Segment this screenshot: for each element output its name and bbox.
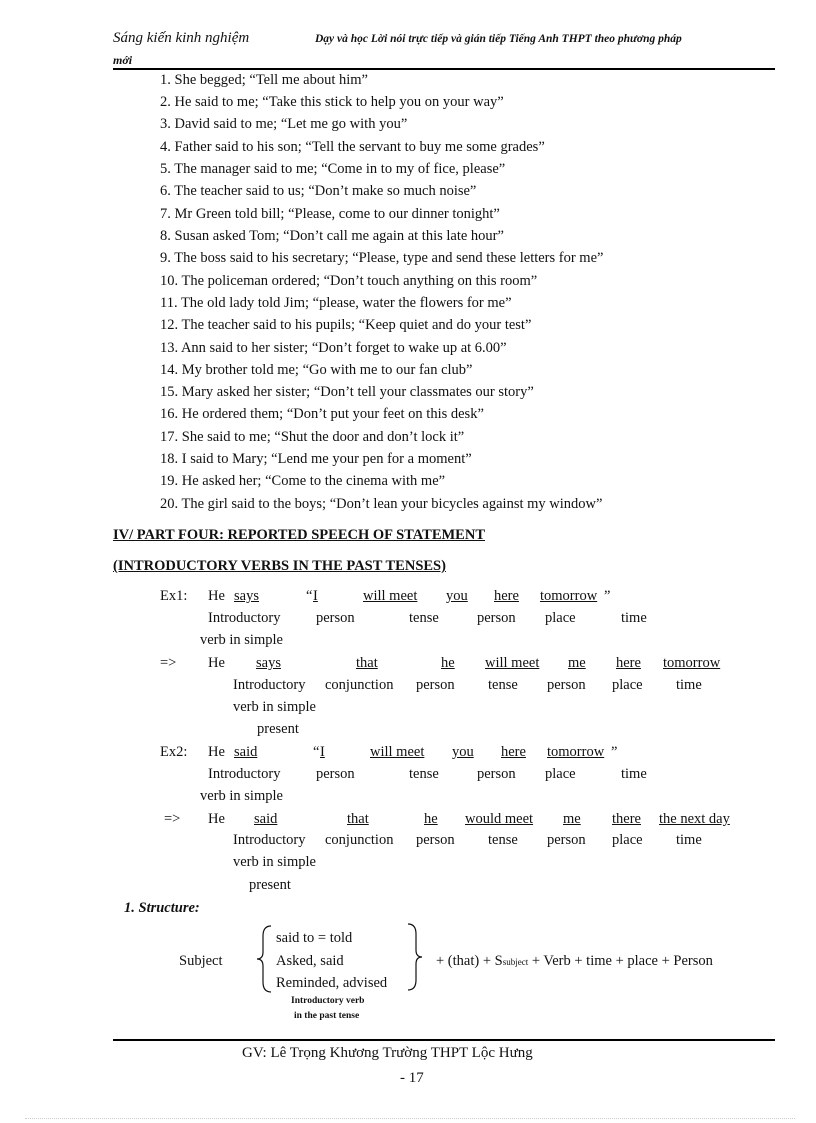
word-verb: says	[256, 655, 281, 671]
close-quote: ”	[604, 588, 611, 604]
exercise-item: 7. Mr Green told bill; “Please, come to our dinner tonight”	[160, 206, 500, 222]
label-tense: tense	[409, 610, 439, 626]
label-tense: tense	[488, 677, 518, 693]
left-brace-icon	[255, 924, 277, 994]
label-person: person	[316, 766, 355, 782]
label-time: time	[676, 832, 702, 848]
word-person: I	[320, 744, 325, 760]
structure-note: in the past tense	[294, 1011, 360, 1021]
label-place: place	[612, 677, 643, 693]
label-introductory: Introductory	[208, 766, 281, 782]
header-doc-type: Sáng kiến kinh nghiệm	[113, 30, 250, 46]
exercise-item: 13. Ann said to her sister; “Don’t forget to wake up at 6.00”	[160, 340, 507, 356]
header-doc-type-cont: mới	[113, 53, 133, 67]
word-place: here	[494, 588, 519, 604]
section-subtitle: (INTRODUCTORY VERBS IN THE PAST TENSES)	[113, 558, 446, 574]
exercise-item: 6. The teacher said to us; “Don’t make so much noise”	[160, 183, 477, 199]
label-tense: tense	[409, 766, 439, 782]
open-quote: “	[313, 744, 320, 760]
close-quote: ”	[611, 744, 618, 760]
structure-verb-option: Asked, said	[276, 953, 344, 969]
exercise-item: 16. He ordered them; “Don’t put your feet on this desk”	[160, 406, 484, 422]
word-person2: you	[446, 588, 468, 604]
arrow: =>	[160, 655, 177, 671]
example-label: Ex2:	[160, 744, 188, 760]
label-person2: person	[547, 832, 586, 848]
exercise-item: 19. He asked her; “Come to the cinema with me”	[160, 473, 446, 489]
label-person2: person	[547, 677, 586, 693]
word-time: the next day	[659, 811, 730, 827]
label-person: person	[316, 610, 355, 626]
label-present: present	[249, 877, 291, 893]
exercise-item: 20. The girl said to the boys; “Don’t lean your bicycles against my window”	[160, 496, 603, 512]
word-time: tomorrow	[540, 588, 598, 604]
label-verb-simple: verb in simple	[233, 854, 316, 870]
word-subject: He	[208, 744, 225, 760]
word-tense: will meet	[363, 588, 418, 604]
open-quote: “	[306, 588, 313, 604]
label-time: time	[621, 610, 647, 626]
word-subject: He	[208, 588, 225, 604]
word-time: tomorrow	[663, 655, 721, 671]
exercise-item: 4. Father said to his son; “Tell the servant to buy me some grades”	[160, 139, 545, 155]
arrow: =>	[164, 811, 181, 827]
exercise-item: 15. Mary asked her sister; “Don’t tell your classmates our story”	[160, 384, 534, 400]
label-verb-simple: verb in simple	[200, 788, 283, 804]
right-brace-icon	[405, 922, 425, 992]
header-divider	[113, 68, 775, 70]
word-subject: He	[208, 655, 225, 671]
word-conjunction: that	[356, 655, 378, 671]
word-person2: you	[452, 744, 474, 760]
label-verb-simple: verb in simple	[200, 632, 283, 648]
word-verb: says	[234, 588, 259, 604]
exercise-item: 8. Susan asked Tom; “Don’t call me again at this late hour”	[160, 228, 504, 244]
structure-verb-option: said to = told	[276, 930, 353, 946]
word-place: here	[501, 744, 526, 760]
word-place: here	[616, 655, 641, 671]
exercise-item: 3. David said to me; “Let me go with you”	[160, 116, 408, 132]
exercise-item: 12. The teacher said to his pupils; “Keep quiet and do your test”	[160, 317, 532, 333]
label-place: place	[545, 610, 576, 626]
page-number: - 17	[400, 1070, 424, 1086]
label-person: person	[416, 832, 455, 848]
structure-note: Introductory verb	[291, 996, 365, 1006]
word-person: he	[424, 811, 438, 827]
label-introductory: Introductory	[208, 610, 281, 626]
exercise-item: 2. He said to me; “Take this stick to help you on your way”	[160, 94, 504, 110]
label-conjunction: conjunction	[325, 677, 394, 693]
structure-verb-option: Reminded, advised	[276, 975, 388, 991]
section-title: IV/ PART FOUR: REPORTED SPEECH OF STATEMENT	[113, 527, 485, 543]
example-label: Ex1:	[160, 588, 188, 604]
label-present: present	[257, 721, 299, 737]
page-edge	[25, 1118, 795, 1119]
formula-part: + Verb + time + place + Person	[528, 953, 713, 969]
word-person: he	[441, 655, 455, 671]
label-time: time	[676, 677, 702, 693]
word-tense: will meet	[370, 744, 425, 760]
word-tense: would meet	[465, 811, 534, 827]
word-subject: He	[208, 811, 225, 827]
word-person: I	[313, 588, 318, 604]
word-tense: will meet	[485, 655, 540, 671]
label-verb-simple: verb in simple	[233, 699, 316, 715]
label-time: time	[621, 766, 647, 782]
label-introductory: Introductory	[233, 677, 306, 693]
formula-subscript: subject	[502, 957, 529, 967]
word-verb: said	[234, 744, 258, 760]
exercise-item: 18. I said to Mary; “Lend me your pen for a moment”	[160, 451, 472, 467]
exercise-item: 17. She said to me; “Shut the door and don’t lock it”	[160, 429, 465, 445]
structure-formula	[436, 953, 713, 970]
label-place: place	[545, 766, 576, 782]
structure-subject: Subject	[179, 953, 223, 969]
word-conjunction: that	[347, 811, 369, 827]
word-person2: me	[568, 655, 586, 671]
exercise-item: 5. The manager said to me; “Come in to my of fice, please”	[160, 161, 506, 177]
exercise-item: 1. She begged; “Tell me about him”	[160, 72, 368, 88]
word-person2: me	[563, 811, 581, 827]
label-introductory: Introductory	[233, 832, 306, 848]
exercise-item: 10. The policeman ordered; “Don’t touch anything on this room”	[160, 273, 538, 289]
header-topic: Dạy và học Lời nói trực tiếp và gián tiếp Tiếng Anh THPT theo phương pháp	[315, 33, 682, 45]
footer-divider	[113, 1039, 775, 1041]
formula-part: + (that) + S	[436, 953, 503, 969]
exercise-item: 11. The old lady told Jim; “please, water the flowers for me”	[160, 295, 512, 311]
label-conjunction: conjunction	[325, 832, 394, 848]
word-time: tomorrow	[547, 744, 605, 760]
word-place: there	[612, 811, 641, 827]
label-place: place	[612, 832, 643, 848]
label-person2: person	[477, 610, 516, 626]
structure-title: 1. Structure:	[124, 900, 200, 916]
label-person: person	[416, 677, 455, 693]
word-verb: said	[254, 811, 278, 827]
exercise-item: 9. The boss said to his secretary; “Please, type and send these letters for me”	[160, 250, 604, 266]
exercise-item: 14. My brother told me; “Go with me to our fan club”	[160, 362, 473, 378]
label-person2: person	[477, 766, 516, 782]
footer-author: GV: Lê Trọng Khương Trường THPT Lộc Hưng	[242, 1045, 533, 1061]
label-tense: tense	[488, 832, 518, 848]
